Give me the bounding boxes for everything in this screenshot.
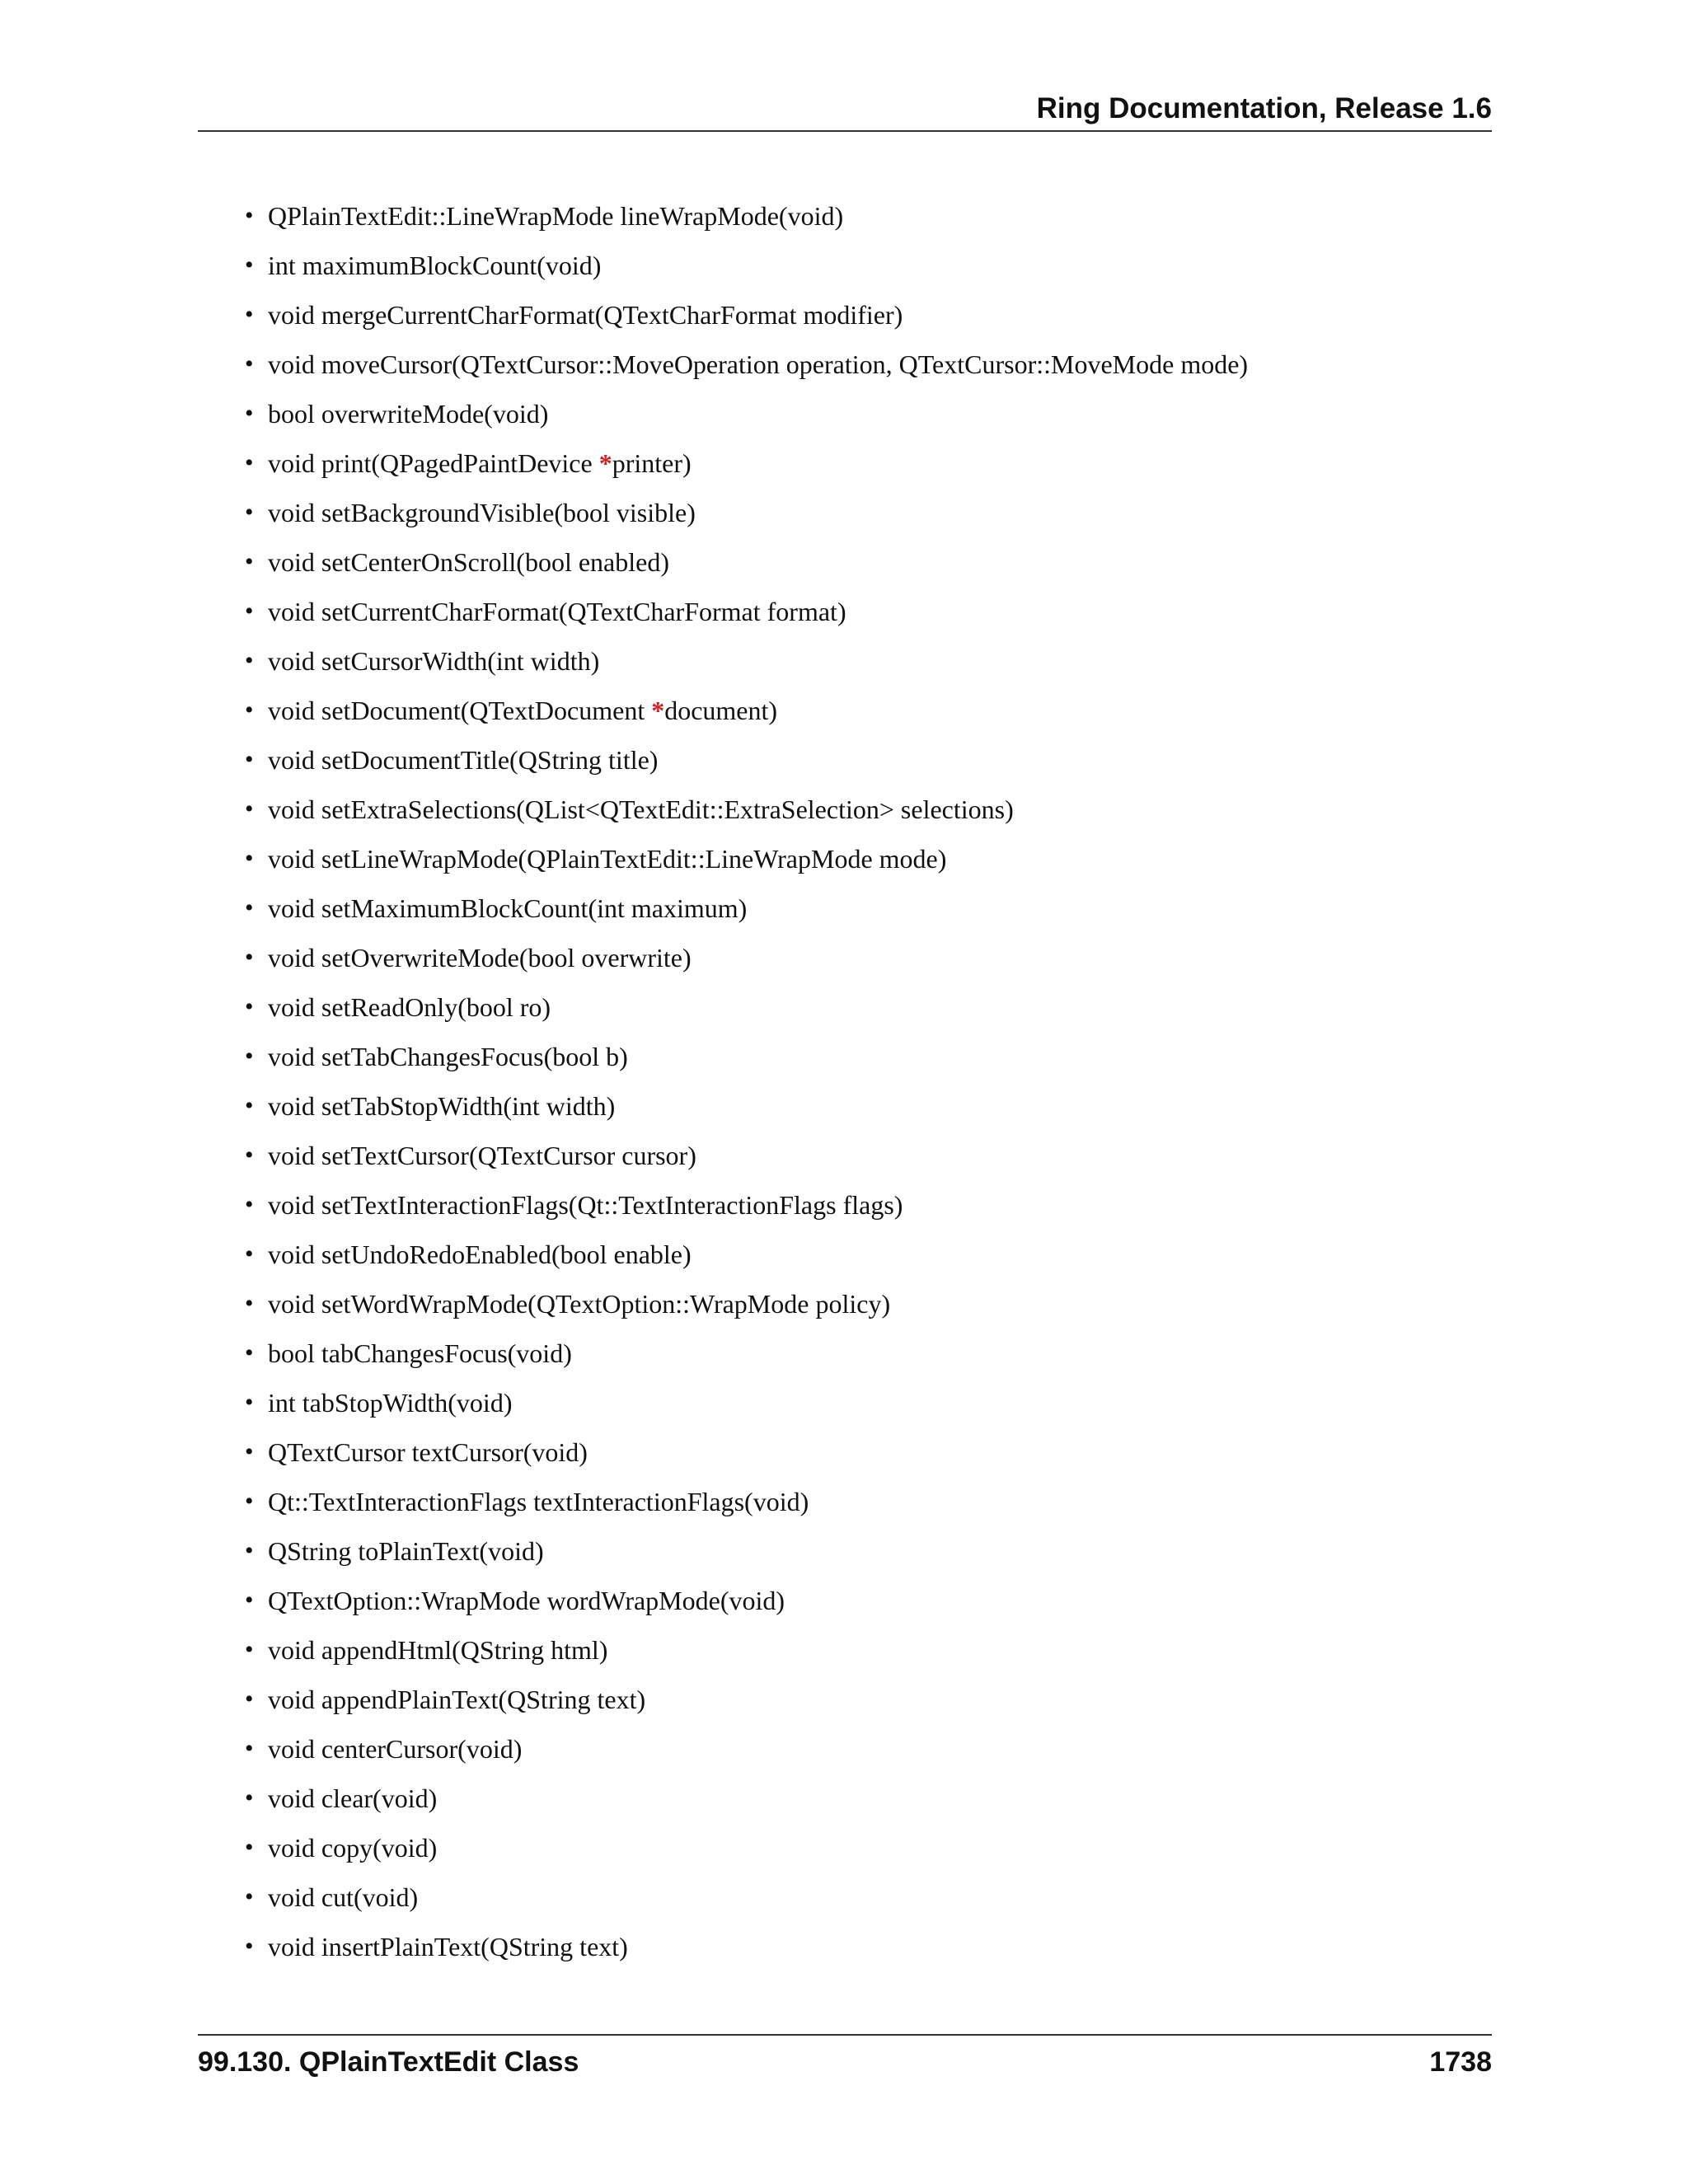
list-item — [245, 1335, 1481, 1385]
bullet-icon: • — [245, 1191, 254, 1218]
bullet-icon: • — [245, 598, 254, 625]
page-header — [198, 92, 1492, 132]
method-signature: void centerCursor(void) — [268, 1734, 523, 1764]
list-item — [245, 692, 1481, 742]
list-item — [245, 1483, 1481, 1533]
list-item — [245, 593, 1481, 643]
method-signature: void appendHtml(QString html) — [268, 1635, 608, 1665]
method-signature: QTextCursor textCursor(void) — [268, 1437, 588, 1467]
bullet-icon: • — [245, 251, 254, 279]
list-item — [245, 1681, 1481, 1731]
bullet-icon: • — [245, 845, 254, 872]
pointer-star: * — [598, 448, 612, 478]
bullet-icon: • — [245, 1586, 254, 1614]
method-signature: void cut(void) — [268, 1882, 419, 1912]
list-item — [245, 643, 1481, 692]
bullet-icon: • — [245, 1784, 254, 1811]
list-item — [245, 1286, 1481, 1335]
list-item — [245, 396, 1481, 445]
list-item — [245, 297, 1481, 346]
bullet-icon: • — [245, 400, 254, 427]
footer-page-number: 1738 — [1429, 2046, 1492, 2078]
list-item — [245, 346, 1481, 396]
list-item — [245, 1632, 1481, 1681]
method-signature: void setTextInteractionFlags(Qt::TextInteractionFlags flags) — [268, 1190, 903, 1220]
method-signature: void setExtraSelections(QList<QTextEdit::ExtraSelection> selections) — [268, 794, 1014, 824]
bullet-icon: • — [245, 1685, 254, 1713]
method-list — [245, 198, 1481, 1978]
header-title: Ring Documentation, Release 1.6 — [1036, 92, 1492, 124]
list-item — [245, 1088, 1481, 1137]
bullet-icon: • — [245, 1636, 254, 1663]
list-item — [245, 1187, 1481, 1236]
method-list-container — [245, 198, 1481, 1978]
list-item — [245, 1929, 1481, 1978]
method-signature: void setOverwriteMode(bool overwrite) — [268, 943, 692, 972]
pointer-star: * — [651, 696, 665, 725]
list-item — [245, 544, 1481, 593]
method-signature: void appendPlainText(QString text) — [268, 1685, 646, 1714]
bullet-icon: • — [245, 1488, 254, 1515]
list-item — [245, 1731, 1481, 1780]
list-item — [245, 1780, 1481, 1830]
method-signature: int maximumBlockCount(void) — [268, 251, 602, 280]
list-item — [245, 940, 1481, 989]
method-signature: bool tabChangesFocus(void) — [268, 1338, 572, 1368]
method-signature: void setDocument(QTextDocument — [268, 696, 652, 725]
method-signature: void setTabStopWidth(int width) — [268, 1091, 616, 1121]
bullet-icon: • — [245, 1438, 254, 1465]
bullet-icon: • — [245, 350, 254, 377]
method-signature: void clear(void) — [268, 1783, 438, 1813]
list-item — [245, 1533, 1481, 1582]
method-signature: void setCursorWidth(int width) — [268, 646, 600, 676]
bullet-icon: • — [245, 1389, 254, 1416]
bullet-icon: • — [245, 1933, 254, 1960]
method-signature: void insertPlainText(QString text) — [268, 1932, 628, 1961]
method-signature: void setTabChangesFocus(bool b) — [268, 1042, 628, 1071]
method-signature: void setCenterOnScroll(bool enabled) — [268, 547, 669, 577]
method-signature: void setLineWrapMode(QPlainTextEdit::LineWrapMode mode) — [268, 844, 947, 874]
method-signature: void setBackgroundVisible(bool visible) — [268, 498, 696, 527]
bullet-icon: • — [245, 499, 254, 526]
bullet-icon: • — [245, 1141, 254, 1169]
bullet-icon: • — [245, 548, 254, 575]
bullet-icon: • — [245, 1043, 254, 1070]
list-item — [245, 1385, 1481, 1434]
method-signature-rest: document) — [664, 696, 778, 725]
bullet-icon: • — [245, 1092, 254, 1119]
footer-section-title: 99.130. QPlainTextEdit Class — [198, 2046, 579, 2078]
bullet-icon: • — [245, 795, 254, 823]
list-item — [245, 1038, 1481, 1088]
method-signature: Qt::TextInteractionFlags textInteractionFlags(void) — [268, 1487, 809, 1516]
method-signature: int tabStopWidth(void) — [268, 1388, 513, 1418]
method-signature: void setDocumentTitle(QString title) — [268, 745, 659, 775]
method-signature: void print(QPagedPaintDevice — [268, 448, 599, 478]
method-signature: void setReadOnly(bool ro) — [268, 992, 551, 1022]
list-item — [245, 1236, 1481, 1286]
list-item — [245, 989, 1481, 1038]
list-item — [245, 494, 1481, 544]
list-item — [245, 198, 1481, 247]
bullet-icon: • — [245, 1834, 254, 1861]
list-item — [245, 1830, 1481, 1879]
bullet-icon: • — [245, 647, 254, 674]
bullet-icon: • — [245, 993, 254, 1020]
method-signature: void moveCursor(QTextCursor::MoveOperation operation, QTextCursor::MoveMode mode) — [268, 349, 1249, 379]
list-item — [245, 445, 1481, 494]
list-item — [245, 1582, 1481, 1632]
bullet-icon: • — [245, 1735, 254, 1762]
method-signature: bool overwriteMode(void) — [268, 399, 549, 429]
bullet-icon: • — [245, 202, 254, 229]
bullet-icon: • — [245, 944, 254, 971]
bullet-icon: • — [245, 1240, 254, 1268]
method-signature: void mergeCurrentCharFormat(QTextCharFormat modifier) — [268, 300, 903, 330]
list-item — [245, 742, 1481, 791]
list-item — [245, 1137, 1481, 1187]
bullet-icon: • — [245, 894, 254, 921]
page-footer — [198, 2034, 1492, 2085]
bullet-icon: • — [245, 449, 254, 476]
method-signature: QTextOption::WrapMode wordWrapMode(void) — [268, 1586, 785, 1615]
bullet-icon: • — [245, 696, 254, 724]
list-item — [245, 841, 1481, 890]
bullet-icon: • — [245, 746, 254, 773]
method-signature: QPlainTextEdit::LineWrapMode lineWrapMode(void) — [268, 201, 844, 231]
bullet-icon: • — [245, 1290, 254, 1317]
bullet-icon: • — [245, 1883, 254, 1910]
method-signature: void setTextCursor(QTextCursor cursor) — [268, 1141, 696, 1170]
method-signature-rest: printer) — [612, 448, 692, 478]
list-item — [245, 791, 1481, 841]
list-item — [245, 890, 1481, 940]
method-signature: void setUndoRedoEnabled(bool enable) — [268, 1240, 692, 1269]
method-signature: void setCurrentCharFormat(QTextCharFormat format) — [268, 597, 846, 626]
bullet-icon: • — [245, 301, 254, 328]
method-signature: void copy(void) — [268, 1833, 438, 1863]
method-signature: void setWordWrapMode(QTextOption::WrapMode policy) — [268, 1289, 891, 1319]
list-item — [245, 1879, 1481, 1929]
method-signature: QString toPlainText(void) — [268, 1536, 544, 1566]
list-item — [245, 1434, 1481, 1483]
bullet-icon: • — [245, 1339, 254, 1366]
bullet-icon: • — [245, 1537, 254, 1564]
list-item — [245, 247, 1481, 297]
method-signature: void setMaximumBlockCount(int maximum) — [268, 893, 748, 923]
